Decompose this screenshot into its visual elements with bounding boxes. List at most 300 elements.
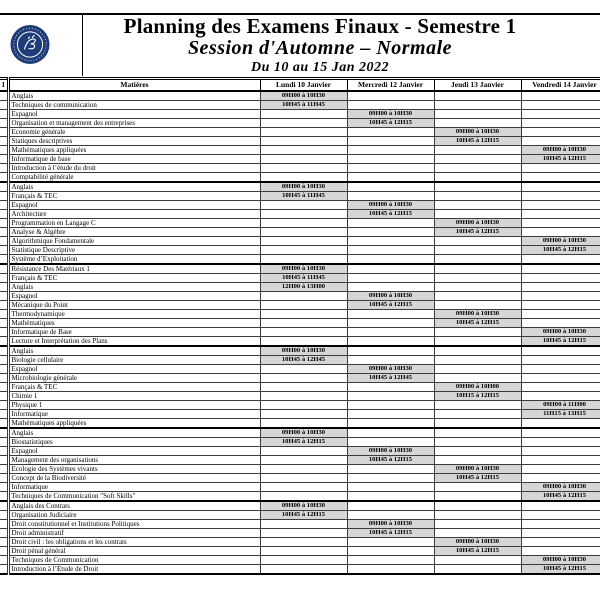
group-cell <box>0 145 8 154</box>
empty-schedule-cell <box>347 282 434 291</box>
table-row <box>0 501 600 511</box>
exam-time-cell: 10H45 à 12H15 <box>434 136 521 145</box>
table-row <box>0 546 600 555</box>
empty-schedule-cell <box>260 336 347 346</box>
table-row <box>0 191 600 200</box>
empty-schedule-cell <box>347 318 434 327</box>
group-cell <box>0 364 8 373</box>
subject-cell: Français & TEC <box>8 382 260 391</box>
wednesday-column-header: Mercredi 12 Janvier <box>347 79 434 91</box>
group-cell <box>0 236 8 245</box>
group-cell <box>0 464 8 473</box>
exam-time-cell: 10H45 à 12H15 <box>434 546 521 555</box>
table-row <box>0 154 600 163</box>
empty-schedule-cell <box>521 264 600 274</box>
empty-schedule-cell <box>347 555 434 564</box>
group-cell <box>0 191 8 200</box>
subject-cell: Français & TEC <box>8 191 260 200</box>
exam-time-cell: 09H00 à 10H30 <box>434 309 521 318</box>
subject-cell: Droit constitutionnel et Institutions Politiques <box>8 519 260 528</box>
group-cell <box>0 327 8 336</box>
empty-schedule-cell <box>434 154 521 163</box>
group-cell <box>0 127 8 136</box>
table-row <box>0 528 600 537</box>
exam-time-cell: 09H00 à 10H30 <box>260 91 347 101</box>
empty-schedule-cell <box>347 400 434 409</box>
table-row <box>0 364 600 373</box>
table-row <box>0 136 600 145</box>
table-row <box>0 118 600 127</box>
empty-schedule-cell <box>434 446 521 455</box>
subject-cell: Mathématiques appliquées <box>8 418 260 428</box>
subject-cell: Informatique <box>8 482 260 491</box>
empty-schedule-cell <box>347 537 434 546</box>
empty-schedule-cell <box>260 364 347 373</box>
subjects-column-header: Matières <box>8 79 260 91</box>
subject-cell: Economie générale <box>8 127 260 136</box>
empty-schedule-cell <box>347 127 434 136</box>
group-cell <box>0 163 8 172</box>
empty-schedule-cell <box>260 409 347 418</box>
empty-schedule-cell <box>434 182 521 192</box>
subject-cell: Techniques de Communication "Soft Skills" <box>8 491 260 501</box>
subject-cell: Anglais <box>8 91 260 101</box>
exam-table-body <box>0 91 600 574</box>
table-row <box>0 464 600 473</box>
empty-schedule-cell <box>347 510 434 519</box>
empty-schedule-cell <box>434 510 521 519</box>
subject-cell: Analyse & Algèbre <box>8 227 260 236</box>
group-cell <box>0 400 8 409</box>
exam-time-cell: 10H45 à 12H15 <box>521 491 600 501</box>
group-cell <box>0 109 8 118</box>
empty-schedule-cell <box>260 464 347 473</box>
subject-cell: Français & TEC <box>8 273 260 282</box>
empty-schedule-cell <box>347 154 434 163</box>
empty-schedule-cell <box>434 200 521 209</box>
empty-schedule-cell <box>434 519 521 528</box>
table-row <box>0 145 600 154</box>
empty-schedule-cell <box>347 227 434 236</box>
empty-schedule-cell <box>347 254 434 264</box>
subject-cell: Algorithmique Fondamentale <box>8 236 260 245</box>
exam-time-cell: 10H45 à 12H15 <box>521 245 600 254</box>
empty-schedule-cell <box>521 437 600 446</box>
subject-cell: Espagnol <box>8 446 260 455</box>
empty-schedule-cell <box>434 373 521 382</box>
empty-schedule-cell <box>434 282 521 291</box>
subject-cell: Biologie cellulaire <box>8 355 260 364</box>
empty-schedule-cell <box>260 118 347 127</box>
table-row <box>0 172 600 182</box>
empty-schedule-cell <box>434 346 521 356</box>
exam-time-cell: 09H00 à 11H00 <box>521 400 600 409</box>
empty-schedule-cell <box>260 482 347 491</box>
empty-schedule-cell <box>434 145 521 154</box>
table-row <box>0 437 600 446</box>
empty-schedule-cell <box>434 400 521 409</box>
table-row <box>0 519 600 528</box>
subject-cell: Système d’Exploitation <box>8 254 260 264</box>
subject-cell: Anglais <box>8 282 260 291</box>
table-row <box>0 127 600 136</box>
empty-schedule-cell <box>521 382 600 391</box>
empty-schedule-cell <box>521 163 600 172</box>
table-row <box>0 264 600 274</box>
table-row <box>0 482 600 491</box>
subject-cell: Espagnol <box>8 200 260 209</box>
subject-cell: Mathématiques appliquées <box>8 145 260 154</box>
empty-schedule-cell <box>260 154 347 163</box>
table-row <box>0 200 600 209</box>
subject-cell: Droit pénal général <box>8 546 260 555</box>
exam-time-cell: 09H00 à 10H30 <box>347 364 434 373</box>
empty-schedule-cell <box>521 418 600 428</box>
empty-schedule-cell <box>434 418 521 428</box>
empty-schedule-cell <box>521 355 600 364</box>
group-cell <box>0 300 8 309</box>
exam-table <box>0 77 600 575</box>
empty-schedule-cell <box>347 336 434 346</box>
empty-schedule-cell <box>521 546 600 555</box>
empty-schedule-cell <box>434 100 521 109</box>
exam-time-cell: 10H45 à 12H45 <box>260 355 347 364</box>
group-cell <box>0 245 8 254</box>
table-row <box>0 91 600 101</box>
table-row <box>0 473 600 482</box>
table-row <box>0 282 600 291</box>
group-cell <box>0 546 8 555</box>
empty-schedule-cell <box>260 491 347 501</box>
empty-schedule-cell <box>260 318 347 327</box>
empty-schedule-cell <box>434 564 521 574</box>
table-row <box>0 491 600 501</box>
group-cell <box>0 346 8 356</box>
group-cell <box>0 200 8 209</box>
empty-schedule-cell <box>521 510 600 519</box>
empty-schedule-cell <box>521 373 600 382</box>
group-cell <box>0 528 8 537</box>
subject-cell: Informatique de base <box>8 154 260 163</box>
empty-schedule-cell <box>521 528 600 537</box>
group-cell <box>0 273 8 282</box>
exam-time-cell: 09H00 à 10H30 <box>260 501 347 511</box>
subject-cell: Statistique Descriptive <box>8 245 260 254</box>
table-row <box>0 273 600 282</box>
subject-cell: Programmation en Langage C <box>8 218 260 227</box>
empty-schedule-cell <box>260 327 347 336</box>
exam-time-cell: 09H00 à 10H30 <box>347 446 434 455</box>
table-row <box>0 455 600 464</box>
empty-schedule-cell <box>434 555 521 564</box>
table-row <box>0 555 600 564</box>
exam-time-cell: 12H00 à 13H00 <box>260 282 347 291</box>
group-cell <box>0 136 8 145</box>
empty-schedule-cell <box>347 473 434 482</box>
empty-schedule-cell <box>347 309 434 318</box>
table-row <box>0 537 600 546</box>
subject-cell: Anglais des Contrats <box>8 501 260 511</box>
group-column-header: 1 <box>0 79 8 91</box>
exam-time-cell: 10H45 à 12H15 <box>347 300 434 309</box>
subject-cell: Espagnol <box>8 109 260 118</box>
table-row <box>0 109 600 118</box>
exam-time-cell: 11H15 à 13H15 <box>521 409 600 418</box>
table-row <box>0 163 600 172</box>
table-row <box>0 245 600 254</box>
subject-cell: Ecologie des Systèmes vivants <box>8 464 260 473</box>
empty-schedule-cell <box>434 91 521 101</box>
group-cell <box>0 182 8 192</box>
exam-time-cell: 09H00 à 10H30 <box>347 200 434 209</box>
group-cell <box>0 510 8 519</box>
group-cell <box>0 209 8 218</box>
exam-time-cell: 10H45 à 12H15 <box>434 473 521 482</box>
subject-cell: Management des organisations <box>8 455 260 464</box>
subject-cell: Techniques de communication <box>8 100 260 109</box>
exam-time-cell: 09H00 à 10H30 <box>521 236 600 245</box>
empty-schedule-cell <box>521 291 600 300</box>
empty-schedule-cell <box>260 245 347 254</box>
empty-schedule-cell <box>260 537 347 546</box>
empty-schedule-cell <box>260 555 347 564</box>
group-cell <box>0 355 8 364</box>
group-cell <box>0 118 8 127</box>
empty-schedule-cell <box>434 364 521 373</box>
seal-icon <box>10 23 50 66</box>
group-cell <box>0 446 8 455</box>
empty-schedule-cell <box>521 109 600 118</box>
friday-column-header: Vendredi 14 Janvier <box>521 79 600 91</box>
subject-cell: Mécanique du Point <box>8 300 260 309</box>
empty-schedule-cell <box>260 309 347 318</box>
empty-schedule-cell <box>521 309 600 318</box>
exam-time-cell: 09H00 à 10H30 <box>521 145 600 154</box>
empty-schedule-cell <box>434 355 521 364</box>
table-row <box>0 346 600 356</box>
empty-schedule-cell <box>521 364 600 373</box>
group-cell <box>0 291 8 300</box>
empty-schedule-cell <box>347 236 434 245</box>
exam-time-cell: 09H00 à 10H30 <box>521 327 600 336</box>
exam-time-cell: 09H00 à 10H30 <box>260 346 347 356</box>
empty-schedule-cell <box>260 291 347 300</box>
empty-schedule-cell <box>521 118 600 127</box>
empty-schedule-cell <box>434 191 521 200</box>
empty-schedule-cell <box>347 145 434 154</box>
exam-table-container <box>0 77 600 575</box>
empty-schedule-cell <box>260 227 347 236</box>
subject-cell: Physique 1 <box>8 400 260 409</box>
empty-schedule-cell <box>434 455 521 464</box>
empty-schedule-cell <box>434 236 521 245</box>
empty-schedule-cell <box>260 218 347 227</box>
subject-cell: Espagnol <box>8 291 260 300</box>
table-row <box>0 318 600 327</box>
empty-schedule-cell <box>260 391 347 400</box>
subject-cell: Biostatistiques <box>8 437 260 446</box>
subject-cell: Organisation Judiciaire <box>8 510 260 519</box>
empty-schedule-cell <box>347 182 434 192</box>
empty-schedule-cell <box>260 546 347 555</box>
group-cell <box>0 491 8 501</box>
empty-schedule-cell <box>347 409 434 418</box>
group-cell <box>0 318 8 327</box>
empty-schedule-cell <box>260 382 347 391</box>
subject-cell: Anglais <box>8 182 260 192</box>
page-title: Planning des Examens Finaux - Semestre 1 <box>123 14 517 38</box>
table-row <box>0 391 600 400</box>
empty-schedule-cell <box>260 200 347 209</box>
exam-time-cell: 09H00 à 10H00 <box>434 382 521 391</box>
empty-schedule-cell <box>521 537 600 546</box>
table-row <box>0 400 600 409</box>
empty-schedule-cell <box>521 519 600 528</box>
exam-time-cell: 10H45 à 12H15 <box>434 318 521 327</box>
exam-time-cell: 09H00 à 10H30 <box>347 291 434 300</box>
empty-schedule-cell <box>260 446 347 455</box>
empty-schedule-cell <box>434 528 521 537</box>
empty-schedule-cell <box>347 191 434 200</box>
group-cell <box>0 282 8 291</box>
empty-schedule-cell <box>347 382 434 391</box>
group-cell <box>0 154 8 163</box>
exam-time-cell: 09H00 à 10H30 <box>434 464 521 473</box>
empty-schedule-cell <box>434 327 521 336</box>
table-row <box>0 291 600 300</box>
empty-schedule-cell <box>260 300 347 309</box>
group-cell <box>0 428 8 438</box>
group-cell <box>0 309 8 318</box>
empty-schedule-cell <box>521 136 600 145</box>
exam-time-cell: 10H45 à 12H15 <box>260 510 347 519</box>
empty-schedule-cell <box>521 273 600 282</box>
empty-schedule-cell <box>347 437 434 446</box>
empty-schedule-cell <box>434 428 521 438</box>
exam-time-cell: 09H00 à 10H30 <box>434 218 521 227</box>
date-range: Du 10 au 15 Jan 2022 <box>251 60 389 75</box>
group-cell <box>0 555 8 564</box>
exam-time-cell: 10H45 à 11H45 <box>260 191 347 200</box>
empty-schedule-cell <box>434 163 521 172</box>
exam-time-cell: 09H00 à 10H30 <box>260 428 347 438</box>
table-row <box>0 327 600 336</box>
table-row <box>0 209 600 218</box>
empty-schedule-cell <box>347 91 434 101</box>
table-row <box>0 309 600 318</box>
empty-schedule-cell <box>521 391 600 400</box>
empty-schedule-cell <box>434 254 521 264</box>
subject-cell: Espagnol <box>8 364 260 373</box>
empty-schedule-cell <box>347 482 434 491</box>
subject-cell: Informatique de Base <box>8 327 260 336</box>
group-cell <box>0 373 8 382</box>
empty-schedule-cell <box>347 391 434 400</box>
empty-schedule-cell <box>521 227 600 236</box>
table-row <box>0 428 600 438</box>
empty-schedule-cell <box>521 209 600 218</box>
exam-time-cell: 10H45 à 12H15 <box>347 209 434 218</box>
subject-cell: Résistance Des Matériaux 1 <box>8 264 260 274</box>
exam-time-cell: 10H45 à 11H45 <box>260 100 347 109</box>
exam-time-cell: 09H00 à 10H30 <box>260 182 347 192</box>
exam-time-cell: 10H45 à 12H15 <box>521 336 600 346</box>
empty-schedule-cell <box>434 300 521 309</box>
exam-time-cell: 10H45 à 12H15 <box>347 528 434 537</box>
empty-schedule-cell <box>347 464 434 473</box>
table-row <box>0 446 600 455</box>
empty-schedule-cell <box>347 418 434 428</box>
empty-schedule-cell <box>347 136 434 145</box>
exam-time-cell: 10H45 à 12H45 <box>347 373 434 382</box>
empty-schedule-cell <box>434 109 521 118</box>
empty-schedule-cell <box>521 464 600 473</box>
table-row <box>0 355 600 364</box>
empty-schedule-cell <box>347 273 434 282</box>
subject-cell: Comptabilité générale <box>8 172 260 182</box>
empty-schedule-cell <box>521 473 600 482</box>
empty-schedule-cell <box>260 109 347 118</box>
empty-schedule-cell <box>260 236 347 245</box>
empty-schedule-cell <box>521 172 600 182</box>
table-row <box>0 182 600 192</box>
empty-schedule-cell <box>434 264 521 274</box>
subject-cell: Informatique <box>8 409 260 418</box>
table-row <box>0 510 600 519</box>
empty-schedule-cell <box>260 473 347 482</box>
empty-schedule-cell <box>260 519 347 528</box>
group-cell <box>0 100 8 109</box>
empty-schedule-cell <box>434 273 521 282</box>
group-cell <box>0 564 8 574</box>
empty-schedule-cell <box>260 209 347 218</box>
table-row <box>0 373 600 382</box>
exam-time-cell: 10H45 à 11H45 <box>260 273 347 282</box>
group-cell <box>0 391 8 400</box>
empty-schedule-cell <box>347 218 434 227</box>
empty-schedule-cell <box>434 336 521 346</box>
subject-cell: Statiques descriptives <box>8 136 260 145</box>
empty-schedule-cell <box>260 172 347 182</box>
empty-schedule-cell <box>260 400 347 409</box>
empty-schedule-cell <box>260 418 347 428</box>
group-cell <box>0 227 8 236</box>
group-cell <box>0 172 8 182</box>
table-row <box>0 218 600 227</box>
empty-schedule-cell <box>347 501 434 511</box>
empty-schedule-cell <box>434 409 521 418</box>
exam-time-cell: 09H00 à 10H30 <box>434 537 521 546</box>
empty-schedule-cell <box>434 491 521 501</box>
empty-schedule-cell <box>260 455 347 464</box>
empty-schedule-cell <box>521 282 600 291</box>
empty-schedule-cell <box>521 254 600 264</box>
exam-time-cell: 09H00 à 10H30 <box>521 555 600 564</box>
empty-schedule-cell <box>347 428 434 438</box>
empty-schedule-cell <box>521 91 600 101</box>
empty-schedule-cell <box>347 346 434 356</box>
group-cell <box>0 455 8 464</box>
empty-schedule-cell <box>521 100 600 109</box>
subject-cell: Techniques de Communication <box>8 555 260 564</box>
table-row <box>0 100 600 109</box>
subject-cell: Chimie 1 <box>8 391 260 400</box>
empty-schedule-cell <box>347 100 434 109</box>
exam-time-cell: 09H00 à 10H30 <box>521 482 600 491</box>
university-seal-logo <box>10 23 50 66</box>
empty-schedule-cell <box>521 455 600 464</box>
group-cell <box>0 91 8 101</box>
